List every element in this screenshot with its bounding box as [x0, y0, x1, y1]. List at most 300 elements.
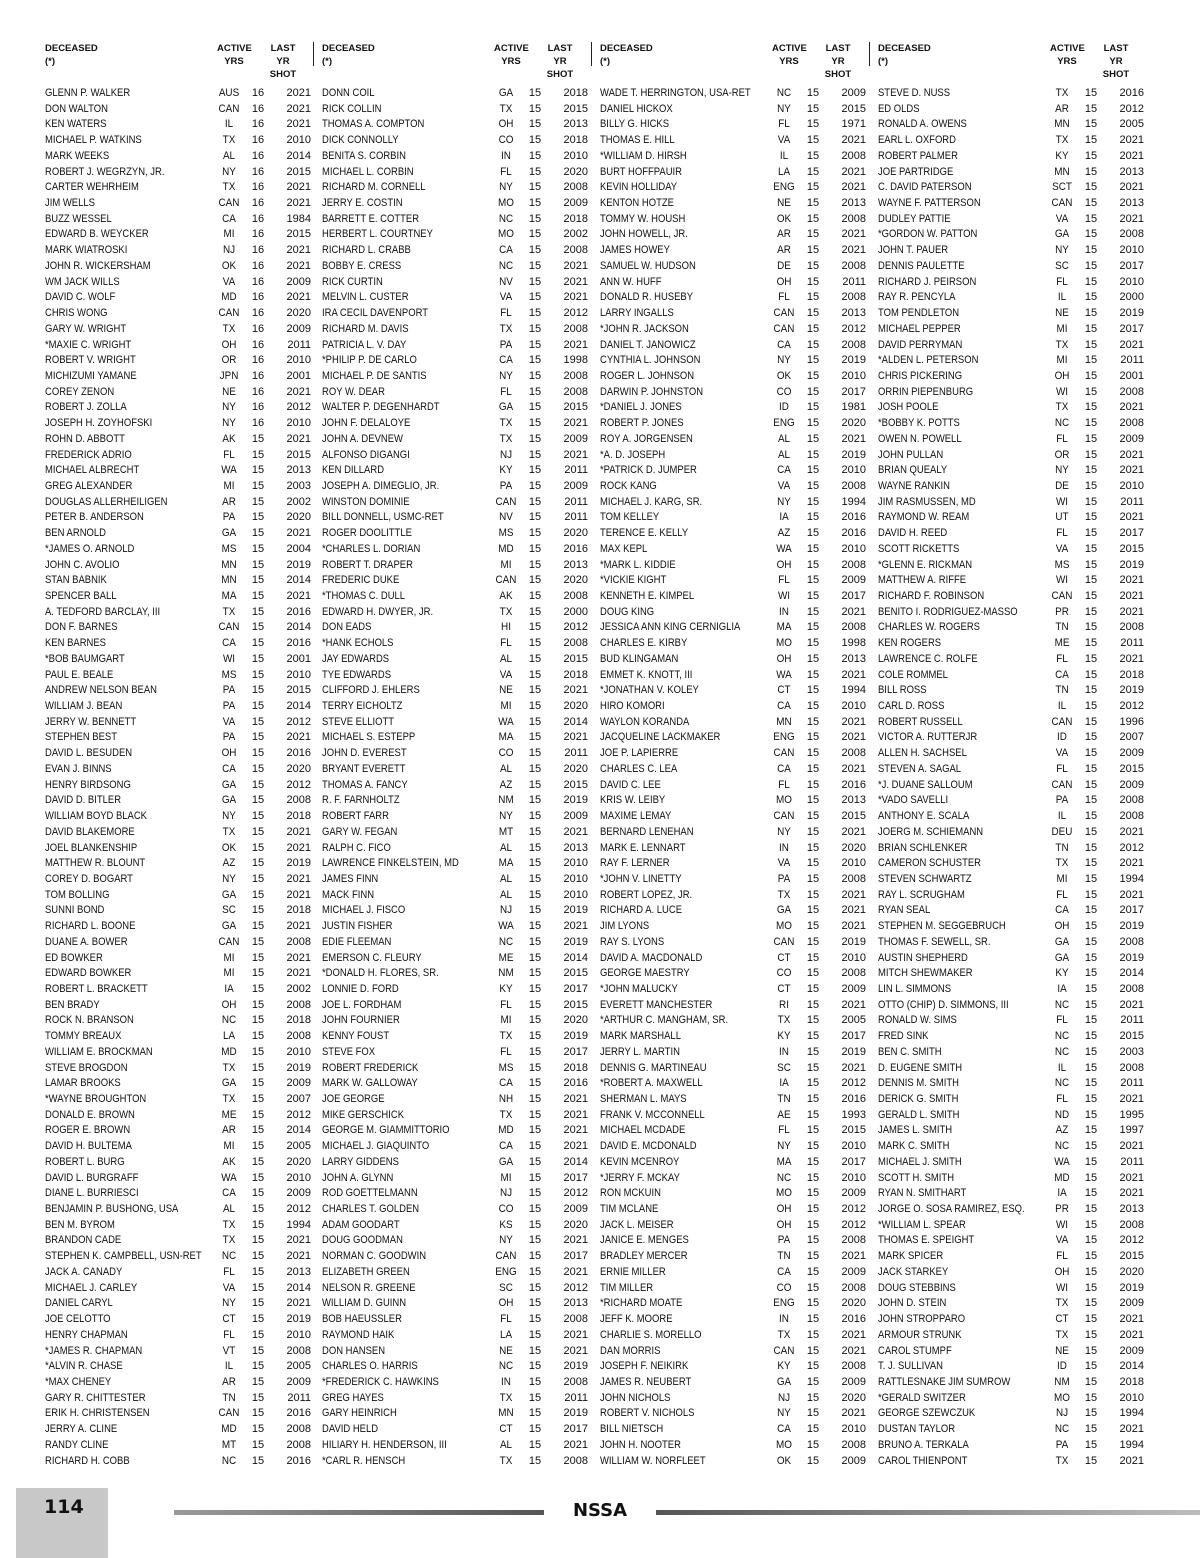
member-name: DONN COIL: [322, 87, 375, 99]
member-location: OK: [221, 841, 237, 854]
list-item: [45, 495, 313, 511]
member-name: DANIEL HICKOX: [600, 102, 673, 115]
member-location: ND: [1054, 1108, 1070, 1121]
list-item: [322, 1233, 590, 1249]
member-active-yrs: 15: [528, 1155, 542, 1168]
member-location: AR: [222, 1124, 236, 1137]
member-location: NC: [221, 1250, 237, 1263]
member-name: JACK STARKEY: [878, 1265, 949, 1278]
list-item: [600, 1061, 868, 1077]
member-location: ME: [1054, 637, 1070, 650]
member-name: BERNARD LENEHAN: [600, 825, 694, 838]
member-active-yrs: 16: [251, 322, 265, 335]
list-item: [600, 479, 868, 495]
list-item: [878, 636, 1146, 652]
member-last-yr-shot: 2015: [841, 102, 866, 115]
list-item: [45, 165, 313, 181]
member-name: GLENN P. WALKER: [45, 87, 131, 99]
member-last-yr-shot: 2015: [563, 967, 588, 980]
member-last-yr-shot: 2021: [841, 998, 866, 1011]
member-last-yr-shot: 2021: [841, 731, 866, 744]
member-location: WI: [1055, 574, 1069, 587]
member-location: GA: [221, 888, 237, 901]
list-item: [45, 227, 313, 243]
list-item: [322, 306, 590, 322]
member-active-yrs: 15: [1084, 1171, 1098, 1184]
member-name: ALFONSO DIGANGI: [322, 448, 410, 461]
list-item: [878, 1265, 1146, 1281]
list-item: [322, 966, 590, 982]
member-name: JOEL BLANKENSHIP: [45, 841, 138, 854]
member-last-yr-shot: 2021: [1119, 511, 1144, 524]
member-last-yr-shot: 2019: [1119, 951, 1144, 964]
list-item: [322, 1202, 590, 1218]
member-active-yrs: 15: [1084, 1344, 1098, 1357]
member-name: ROD GOETTELMANN: [322, 1187, 418, 1200]
list-item: [45, 385, 313, 401]
list-item: [600, 1092, 868, 1108]
member-location: CAN: [218, 621, 240, 634]
member-active-yrs: 15: [1084, 102, 1098, 115]
member-last-yr-shot: 2008: [286, 1423, 311, 1436]
list-item: [45, 306, 313, 322]
member-location: FL: [500, 385, 512, 398]
member-last-yr-shot: 2019: [563, 1407, 588, 1420]
header-deceased-line2: (*): [45, 56, 56, 67]
member-active-yrs: 15: [1084, 700, 1098, 713]
member-location: TX: [1055, 1328, 1069, 1341]
list-item: [45, 212, 313, 228]
member-active-yrs: 15: [528, 1030, 542, 1043]
member-last-yr-shot: 2021: [563, 1093, 588, 1105]
member-active-yrs: 15: [806, 1093, 820, 1105]
member-name: RICK COLLIN: [322, 102, 382, 115]
member-name: LARRY GIDDENS: [322, 1155, 399, 1168]
member-name: HENRY BIRDSONG: [45, 778, 131, 791]
member-name: EVERETT MANCHESTER: [600, 998, 713, 1011]
header-last-yr-shot-line2: SHOT: [546, 69, 574, 80]
member-name: PAUL E. BEALE: [45, 668, 114, 681]
header-active-yrs: [1050, 42, 1084, 68]
member-name: ROBERT J. WEGRZYN, JR.: [45, 165, 165, 178]
member-active-yrs: 15: [528, 1391, 542, 1404]
member-name: ARMOUR STRUNK: [878, 1328, 962, 1341]
member-last-yr-shot: 2021: [286, 197, 311, 210]
member-location: NJ: [1055, 1407, 1069, 1420]
list-item: [322, 117, 590, 133]
member-location: WI: [777, 590, 791, 602]
member-active-yrs: 15: [251, 1281, 265, 1294]
list-item: [600, 117, 868, 133]
member-name: RICHARD F. ROBINSON: [878, 590, 985, 602]
member-active-yrs: 15: [806, 322, 820, 335]
member-last-yr-shot: 2021: [841, 1061, 866, 1074]
member-last-yr-shot: 2011: [287, 338, 311, 351]
member-last-yr-shot: 2020: [1119, 1265, 1144, 1278]
list-item: [45, 1029, 313, 1045]
list-item: [45, 479, 313, 495]
list-item: [600, 1249, 868, 1265]
member-last-yr-shot: 2021: [841, 244, 866, 257]
member-active-yrs: 15: [251, 511, 265, 524]
member-name: CHARLES E. KIRBY: [600, 637, 688, 650]
member-last-yr-shot: 2021: [1119, 134, 1144, 147]
list-item: [45, 1406, 313, 1422]
member-location: MI: [500, 1171, 512, 1184]
member-last-yr-shot: 2019: [286, 857, 311, 870]
member-active-yrs: 15: [1084, 1077, 1098, 1090]
member-last-yr-shot: 2009: [1119, 1297, 1144, 1310]
list-item: [600, 400, 868, 416]
member-location: NV: [499, 511, 513, 524]
member-last-yr-shot: 2001: [1119, 369, 1144, 382]
list-item: [600, 699, 868, 715]
list-item: [45, 1123, 313, 1139]
list-item: [878, 558, 1146, 574]
header-deceased: [45, 42, 98, 68]
member-name: BILL NIETSCH: [600, 1423, 664, 1436]
member-name: JACK L. MEISER: [600, 1218, 674, 1231]
member-location: MI: [1056, 872, 1068, 885]
member-last-yr-shot: 2001: [286, 652, 311, 665]
member-active-yrs: 15: [528, 982, 542, 995]
list-item: [322, 652, 590, 668]
member-name: JOSH POOLE: [878, 401, 939, 414]
list-item: [600, 1233, 868, 1249]
member-active-yrs: 15: [806, 1014, 820, 1027]
member-name: RICHARD J. PEIRSON: [878, 275, 977, 288]
member-last-yr-shot: 2013: [1119, 1203, 1144, 1216]
member-name: EMMET K. KNOTT, III: [600, 668, 693, 681]
member-location: NC: [1054, 1030, 1070, 1043]
member-last-yr-shot: 2011: [1120, 1155, 1144, 1168]
member-location: CA: [499, 244, 513, 257]
member-active-yrs: 15: [528, 794, 542, 807]
member-name: *GLENN E. RICKMAN: [878, 558, 973, 571]
member-name: JOHN PULLAN: [878, 448, 944, 461]
member-last-yr-shot: 2017: [1119, 259, 1144, 272]
member-location: WI: [1055, 1218, 1069, 1231]
member-location: IL: [779, 149, 789, 162]
list-item: [600, 620, 868, 636]
member-active-yrs: 15: [806, 87, 820, 99]
member-location: HI: [501, 621, 511, 634]
member-last-yr-shot: 2015: [286, 228, 311, 241]
list-item: [878, 683, 1146, 699]
list-item: [600, 259, 868, 275]
list-item: [45, 1186, 313, 1202]
member-active-yrs: 15: [528, 542, 542, 555]
list-item: [878, 1438, 1146, 1454]
list-item: [45, 1202, 313, 1218]
member-active-yrs: 15: [528, 605, 542, 618]
list-item: [45, 275, 313, 291]
member-active-yrs: 15: [1084, 1360, 1098, 1373]
member-name: ROBERT LOPEZ, JR.: [600, 888, 693, 901]
member-last-yr-shot: 2013: [841, 307, 866, 320]
member-name: MICHAEL P. WATKINS: [45, 134, 142, 147]
member-last-yr-shot: 2014: [286, 1124, 311, 1137]
list-item: [45, 180, 313, 196]
member-active-yrs: 15: [806, 1265, 820, 1278]
member-name: JOHN D. EVEREST: [322, 747, 407, 760]
member-location: GA: [221, 778, 237, 791]
member-name: DOUG STEBBINS: [878, 1281, 956, 1294]
member-active-yrs: 15: [251, 464, 265, 477]
member-location: NC: [776, 1171, 792, 1184]
member-last-yr-shot: 2014: [563, 1155, 588, 1168]
member-last-yr-shot: 2011: [564, 747, 588, 760]
member-active-yrs: 15: [528, 715, 542, 728]
list-item: [600, 856, 868, 872]
member-active-yrs: 15: [806, 1030, 820, 1043]
member-last-yr-shot: 2012: [1119, 1234, 1144, 1247]
member-name: MICHAEL J. GIAQUINTO: [322, 1140, 430, 1153]
member-last-yr-shot: 2008: [563, 637, 588, 650]
member-name: BOB HAEUSSLER: [322, 1313, 402, 1326]
member-active-yrs: 15: [806, 165, 820, 178]
member-location: MS: [498, 527, 514, 540]
member-location: WI: [1055, 385, 1069, 398]
list-item: [45, 966, 313, 982]
member-active-yrs: 15: [251, 1187, 265, 1200]
member-name: HERBERT L. COURTNEY: [322, 228, 433, 241]
member-location: OH: [776, 275, 792, 288]
column-divider: [591, 42, 592, 66]
member-location: ENG: [773, 731, 795, 744]
member-active-yrs: 15: [1084, 527, 1098, 540]
member-active-yrs: 15: [1084, 322, 1098, 335]
member-last-yr-shot: 2013: [563, 1297, 588, 1310]
member-name: SUNNI BOND: [45, 904, 105, 917]
column-header: [322, 40, 590, 86]
member-active-yrs: 15: [251, 982, 265, 995]
member-location: FL: [778, 291, 790, 304]
list-item: [322, 1092, 590, 1108]
member-location: NY: [222, 417, 236, 430]
member-location: OH: [1054, 920, 1070, 933]
member-location: AK: [499, 590, 513, 602]
member-active-yrs: 15: [1084, 1281, 1098, 1294]
member-location: NC: [1054, 998, 1070, 1011]
member-active-yrs: 15: [1084, 794, 1098, 807]
member-location: CT: [222, 1313, 236, 1326]
member-name: RON MCKUIN: [600, 1187, 661, 1200]
member-last-yr-shot: 2001: [286, 369, 311, 382]
member-active-yrs: 15: [806, 982, 820, 995]
member-location: CAN: [773, 810, 795, 823]
member-name: EVAN J. BINNS: [45, 762, 112, 775]
list-item: [600, 1406, 868, 1422]
list-item: [878, 730, 1146, 746]
member-location: TX: [222, 605, 236, 618]
member-active-yrs: 15: [251, 1077, 265, 1090]
member-name: *DONALD H. FLORES, SR.: [322, 967, 439, 980]
member-last-yr-shot: 2009: [286, 322, 311, 335]
member-location: FL: [1056, 432, 1068, 445]
header-last-yr-shot-line1: LAST YR: [1103, 43, 1129, 67]
member-location: FL: [223, 1265, 235, 1278]
list-item: [600, 872, 868, 888]
member-active-yrs: 16: [251, 369, 265, 382]
member-name: ROGER DOOLITTLE: [322, 527, 412, 540]
member-name: ROBERT L. BURG: [45, 1155, 125, 1168]
member-location: AR: [777, 244, 791, 257]
member-last-yr-shot: 2015: [563, 401, 588, 414]
member-active-yrs: 15: [528, 762, 542, 775]
member-name: JOHN A. DEVNEW: [322, 432, 403, 445]
member-name: *JOHN V. LINETTY: [600, 872, 682, 885]
member-location: NM: [498, 967, 514, 980]
member-last-yr-shot: 2009: [1119, 432, 1144, 445]
member-last-yr-shot: 2014: [1119, 967, 1144, 980]
member-last-yr-shot: 2021: [841, 181, 866, 194]
member-name: SCOTT RICKETTS: [878, 542, 960, 555]
member-location: TN: [1055, 684, 1069, 697]
list-item: [600, 1454, 868, 1470]
member-location: MI: [1056, 322, 1068, 335]
list-item: [45, 149, 313, 165]
member-location: FL: [1056, 652, 1068, 665]
member-name: ROY W. DEAR: [322, 385, 385, 398]
member-active-yrs: 15: [806, 715, 820, 728]
member-name: COREY D. BOGART: [45, 872, 133, 885]
member-active-yrs: 15: [528, 354, 542, 367]
member-name: GREG HAYES: [322, 1391, 384, 1404]
member-active-yrs: 15: [1084, 149, 1098, 162]
list-item: [45, 919, 313, 935]
member-location: AL: [499, 762, 513, 775]
member-last-yr-shot: 2021: [286, 920, 311, 933]
member-active-yrs: 15: [528, 700, 542, 713]
list-item: [878, 243, 1146, 259]
member-name: KEVIN MCENROY: [600, 1155, 680, 1168]
member-active-yrs: 15: [1084, 637, 1098, 650]
member-location: IN: [779, 605, 789, 618]
member-name: *JERRY F. MCKAY: [600, 1171, 680, 1184]
member-active-yrs: 15: [528, 1250, 542, 1263]
member-location: NC: [1054, 1045, 1070, 1058]
header-deceased: [322, 42, 375, 68]
list-item: [45, 1233, 313, 1249]
member-active-yrs: 15: [1084, 165, 1098, 178]
member-name: JERRY W. BENNETT: [45, 715, 137, 728]
list-item: [322, 1344, 590, 1360]
member-location: AZ: [777, 527, 791, 540]
list-item: [322, 495, 590, 511]
list-item: [322, 668, 590, 684]
header-deceased-line2: (*): [878, 56, 889, 67]
member-active-yrs: 15: [528, 511, 542, 524]
list-item: [45, 196, 313, 212]
list-item: [600, 668, 868, 684]
member-last-yr-shot: 2020: [563, 1218, 588, 1231]
list-item: [600, 1391, 868, 1407]
member-location: KS: [499, 1218, 513, 1231]
member-active-yrs: 15: [251, 1423, 265, 1436]
list-item: [322, 1029, 590, 1045]
member-last-yr-shot: 2016: [286, 605, 311, 618]
member-active-yrs: 15: [1084, 982, 1098, 995]
member-active-yrs: 16: [251, 307, 265, 320]
member-last-yr-shot: 2010: [286, 1328, 311, 1341]
list-item: [322, 479, 590, 495]
member-name: DUSTAN TAYLOR: [878, 1423, 956, 1436]
list-item: [600, 1171, 868, 1187]
member-active-yrs: 15: [806, 762, 820, 775]
member-last-yr-shot: 2021: [563, 684, 588, 697]
member-active-yrs: 15: [251, 762, 265, 775]
list-item: [878, 180, 1146, 196]
member-last-yr-shot: 2017: [563, 982, 588, 995]
member-last-yr-shot: 2011: [287, 1391, 311, 1404]
member-last-yr-shot: 2021: [286, 731, 311, 744]
list-item: [600, 762, 868, 778]
member-name: ROBERT L. BRACKETT: [45, 982, 148, 995]
member-location: TX: [499, 1030, 513, 1043]
member-location: OH: [776, 558, 792, 571]
member-location: DEU: [1051, 825, 1073, 838]
member-last-yr-shot: 2020: [841, 841, 866, 854]
list-item: [45, 1328, 313, 1344]
member-active-yrs: 15: [528, 259, 542, 272]
member-name: JOE PARTRIDGE: [878, 165, 954, 178]
member-last-yr-shot: 2012: [286, 1108, 311, 1121]
member-location: TX: [1055, 87, 1069, 99]
member-location: FL: [1056, 762, 1068, 775]
member-location: NY: [499, 810, 513, 823]
list-item: [45, 1344, 313, 1360]
list-item: [45, 290, 313, 306]
member-location: MO: [776, 1187, 792, 1200]
member-last-yr-shot: 2021: [841, 825, 866, 838]
member-last-yr-shot: 2021: [841, 1328, 866, 1341]
member-active-yrs: 15: [528, 825, 542, 838]
list-item: [600, 212, 868, 228]
member-location: FL: [1056, 1014, 1068, 1027]
member-name: VICTOR A. RUTTERJR: [878, 731, 978, 744]
member-active-yrs: 15: [1084, 369, 1098, 382]
list-item: [322, 589, 590, 605]
member-last-yr-shot: 2015: [841, 1124, 866, 1137]
member-name: BENJAMIN P. BUSHONG, USA: [45, 1203, 179, 1216]
list-item: [600, 1202, 868, 1218]
member-active-yrs: 15: [806, 1203, 820, 1216]
member-last-yr-shot: 2010: [563, 888, 588, 901]
member-last-yr-shot: 2009: [563, 810, 588, 823]
list-item: [878, 605, 1146, 621]
member-last-yr-shot: 2012: [286, 715, 311, 728]
member-active-yrs: 15: [251, 1030, 265, 1043]
member-last-yr-shot: 2008: [563, 322, 588, 335]
member-name: JOHN F. DELALOYE: [322, 417, 411, 430]
member-location: MA: [221, 590, 237, 602]
member-active-yrs: 15: [806, 998, 820, 1011]
member-active-yrs: 16: [251, 275, 265, 288]
member-name: ROHN D. ABBOTT: [45, 432, 125, 445]
member-last-yr-shot: 2008: [286, 935, 311, 948]
member-name: LONNIE D. FORD: [322, 982, 399, 995]
member-name: TOM PENDLETON: [878, 307, 960, 320]
header-active-yrs-line1: ACTIVE: [494, 43, 529, 54]
member-active-yrs: 15: [251, 542, 265, 555]
member-name: JERRY E. COSTIN: [322, 197, 403, 210]
member-last-yr-shot: 2016: [563, 542, 588, 555]
member-location: NY: [1055, 464, 1069, 477]
member-name: *JAMES O. ARNOLD: [45, 542, 135, 555]
list-item: [45, 715, 313, 731]
member-last-yr-shot: 2013: [286, 1265, 311, 1278]
